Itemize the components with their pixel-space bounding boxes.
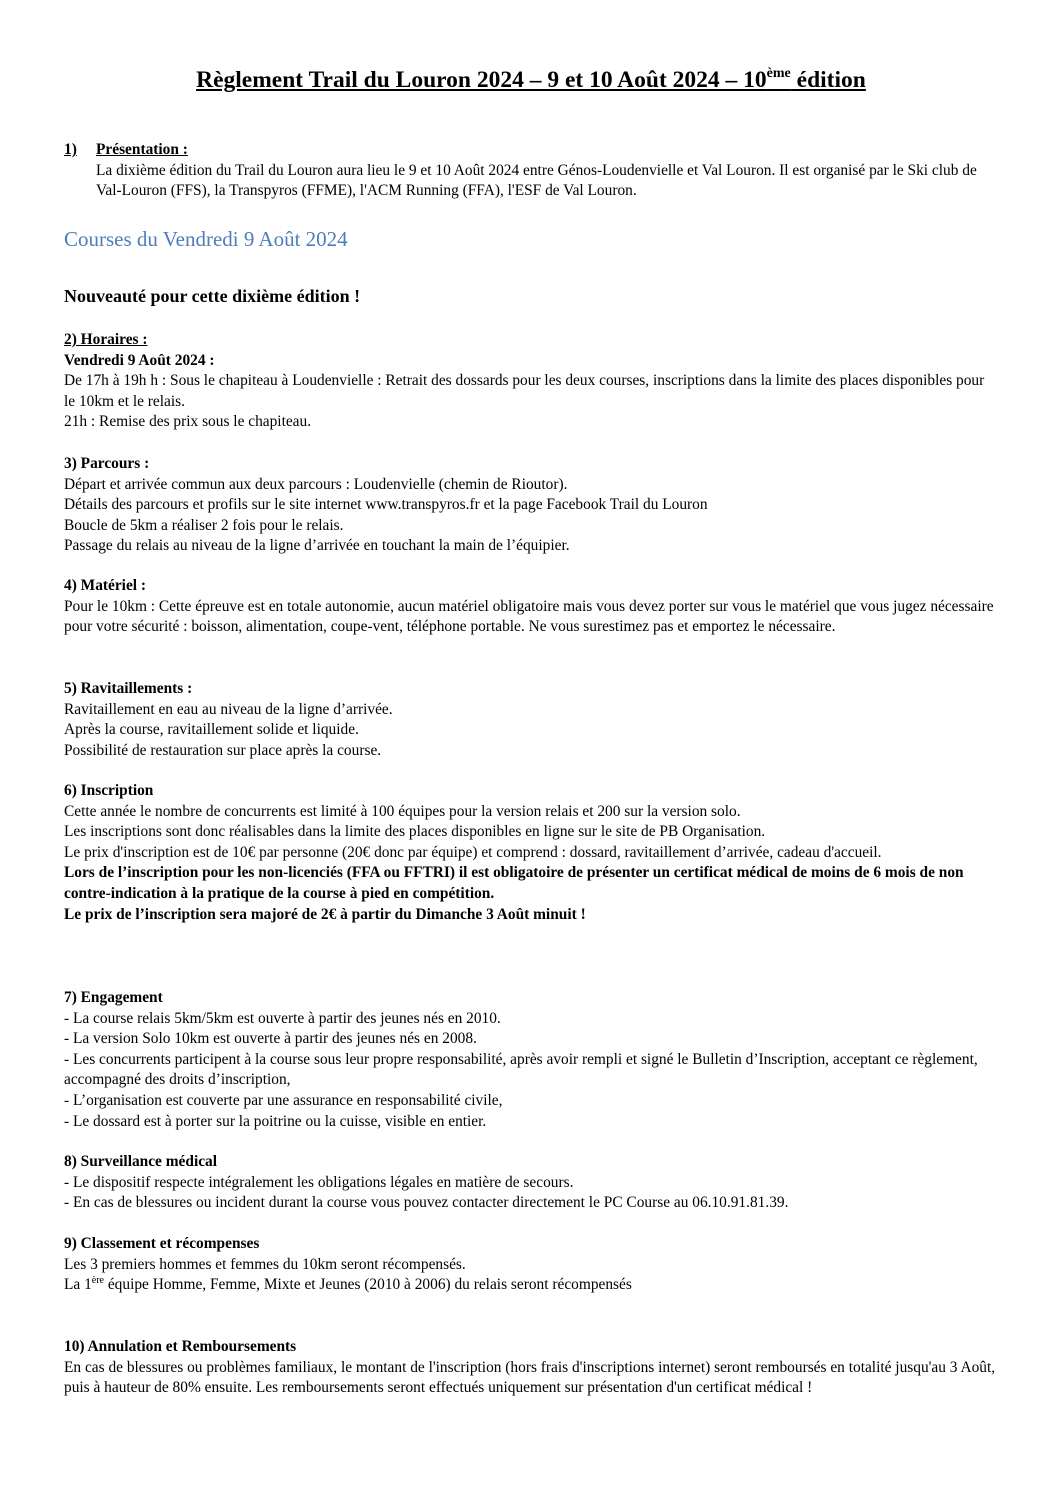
novelty-heading: Nouveauté pour cette dixième édition !	[64, 286, 361, 306]
section-parcours	[64, 454, 998, 557]
section-heading: 6) Inscription	[64, 782, 154, 799]
section-heading: Présentation :	[96, 141, 188, 158]
line-suffix: équipe Homme, Femme, Mixte et Jeunes (2010 à 2006) du relais seront récompensés	[104, 1276, 632, 1294]
section-warning: Lors de l’inscription pour les non-licenciés (FFA ou FFTRI) il est obligatoire de présenter un certificat médical de moins de 6 mois de non contre-indication à la pratique de la course à pied en compétition.	[64, 864, 964, 902]
section-presentation	[64, 140, 998, 202]
section-surveillance	[64, 1152, 998, 1214]
section-heading: 5) Ravitaillements :	[64, 680, 193, 697]
section-horaires	[64, 330, 998, 433]
section-annulation	[64, 1337, 998, 1399]
section-text: Pour le 10km : Cette épreuve est en totale autonomie, aucun matériel obligatoire mais vous devez porter sur vous le matériel que vous jugez nécessaire pour votre sécurité : boisson, alimentation, coupe-vent, téléphone portable. Ne vous surestimez pas et emportez le nécessaire.	[64, 597, 994, 636]
section-heading: 8) Surveillance médical	[64, 1153, 218, 1170]
section-heading: 9) Classement et récompenses	[64, 1235, 260, 1252]
section-line: Boucle de 5km a réaliser 2 fois pour le relais.	[64, 516, 344, 534]
section-heading: 3) Parcours :	[64, 455, 150, 472]
section-line: - Le dossard est à porter sur la poitrine ou la cuisse, visible en entier.	[64, 1112, 487, 1130]
section-line: Les inscriptions sont donc réalisables dans la limite des places disponibles en ligne sur le site de PB Organisation.	[64, 823, 766, 841]
section-line	[64, 1275, 998, 1296]
section-heading: 10) Annulation et Remboursements	[64, 1338, 297, 1355]
section-ravitaillements	[64, 679, 998, 761]
section-inscription	[64, 781, 998, 925]
section-line: Ravitaillement en eau au niveau de la ligne d’arrivée.	[64, 700, 393, 718]
section-line: Possibilité de restauration sur place après la course.	[64, 741, 382, 759]
title-superscript: ème	[766, 66, 791, 81]
section-text: En cas de blessures ou problèmes familiaux, le montant de l'inscription (hors frais d'inscriptions internet) seront remboursés en totalité jusqu'au 3 Août, puis à hauteur de 80% ensuite. Les remboursements seront effectués uniquement sur présentation d'un certificat médical !	[64, 1358, 996, 1397]
section-line: - La course relais 5km/5km est ouverte à partir des jeunes nés en 2010.	[64, 1009, 501, 1027]
page-title	[64, 62, 998, 98]
title-main: Règlement Trail du Louron 2024 – 9 et 10 Août 2024 – 10	[196, 67, 767, 93]
section-heading: 2) Horaires :	[64, 331, 148, 348]
section-line: - En cas de blessures ou incident durant la course vous pouvez contacter directement le PC Course au 06.10.91.81.39.	[64, 1194, 789, 1212]
section-line: Départ et arrivée commun aux deux parcours : Loudenvielle (chemin de Rioutor).	[64, 475, 568, 493]
section-line: Le prix d'inscription est de 10€ par personne (20€ donc par équipe) et comprend : dossard, ravitaillement d’arrivée, cadeau d'accueil.	[64, 843, 882, 861]
section-line: - La version Solo 10km est ouverte à partir des jeunes nés en 2008.	[64, 1030, 477, 1048]
courses-heading: Courses du Vendredi 9 Août 2024	[64, 227, 348, 251]
section-line: 21h : Remise des prix sous le chapiteau.	[64, 413, 312, 431]
title-tail: édition	[790, 67, 866, 93]
section-materiel	[64, 576, 998, 638]
section-line: Les 3 premiers hommes et femmes du 10km seront récompensés.	[64, 1255, 466, 1273]
section-text: La dixième édition du Trail du Louron aura lieu le 9 et 10 Août 2024 entre Génos-Loudenvielle et Val Louron. Il est organisé par le Ski club de Val-Louron (FFS), la Transpyros (FFME), l'ACM Running (FFA), l'ESF de Val Louron.	[96, 161, 977, 200]
section-subheading: Vendredi 9 Août 2024 :	[64, 351, 215, 369]
section-line: - L’organisation est couverte par une assurance en responsabilité civile,	[64, 1091, 503, 1109]
section-line: Cette année le nombre de concurrents est limité à 100 équipes pour la version relais et 200 sur la version solo.	[64, 802, 741, 820]
section-line: - Le dispositif respecte intégralement les obligations légales en matière de secours.	[64, 1173, 574, 1191]
ordinal-superscript: ère	[91, 1275, 104, 1287]
section-heading: 4) Matériel :	[64, 577, 147, 594]
section-line: - Les concurrents participent à la course sous leur propre responsabilité, après avoir rempli et signé le Bulletin d’Inscription, acceptant ce règlement, accompagné des droits d’inscription,	[64, 1050, 978, 1089]
section-classement	[64, 1234, 998, 1296]
section-warning: Le prix de l’inscription sera majoré de 2€ à partir du Dimanche 3 Août minuit !	[64, 905, 586, 923]
section-heading: 7) Engagement	[64, 989, 163, 1006]
section-number: 1)	[64, 141, 77, 158]
section-line: Après la course, ravitaillement solide et liquide.	[64, 721, 359, 739]
section-line: Détails des parcours et profils sur le site internet www.transpyros.fr et la page Facebook Trail du Louron	[64, 496, 708, 514]
section-engagement	[64, 988, 998, 1132]
section-line: Passage du relais au niveau de la ligne d’arrivée en touchant la main de l’équipier.	[64, 537, 570, 555]
section-line: De 17h à 19h h : Sous le chapiteau à Loudenvielle : Retrait des dossards pour les deux courses, inscriptions dans la limite des places disponibles pour le 10km et le relais.	[64, 372, 985, 410]
line-prefix: La 1	[64, 1276, 92, 1294]
